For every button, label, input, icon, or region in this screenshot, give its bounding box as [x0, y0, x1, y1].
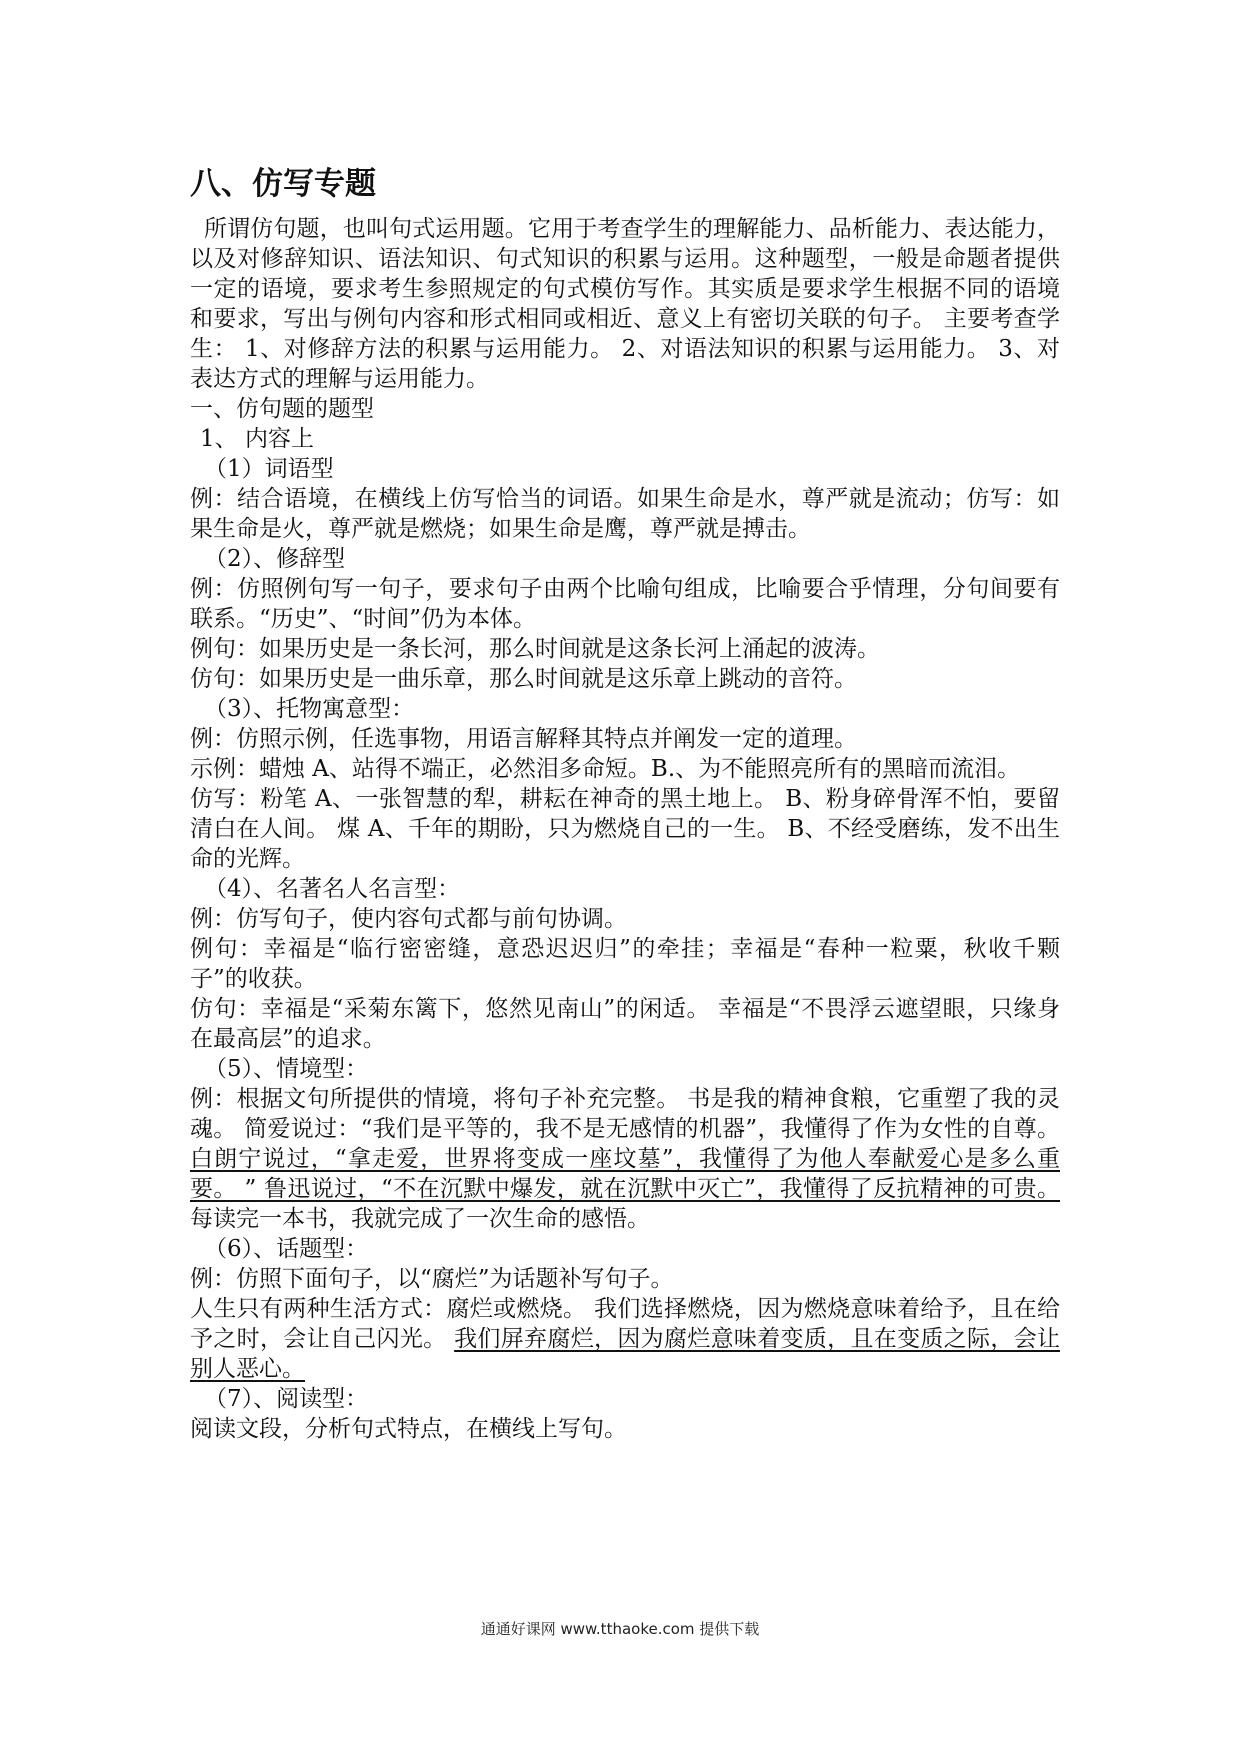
type2-sample: 例句：如果历史是一条长河，那么时间就是这条长河上涌起的波涛。 — [190, 636, 880, 662]
document-content — [190, 160, 1060, 1444]
type2-example: 例：仿照例句写一句子，要求句子由两个比喻句组成，比喻要合乎情理，分句间要有联系。“历史”、“时间”仍为本体。 — [190, 576, 1060, 632]
page-title: 八、仿写专题 — [190, 166, 376, 202]
type7-heading: （7）、阅读型： — [204, 1386, 369, 1412]
type4-heading: （4）、名著名人名言型： — [204, 876, 461, 902]
type5-lead: 例：根据文句所提供的情境，将句子补充完整。 书是我的精神食粮，它重塑了我的灵魂。 简爱说过：“我们是平等的，我不是无感情的机器”，我懂得了作为女性的自尊。 — [190, 1086, 1060, 1142]
type6-heading: （6）、话题型： — [204, 1236, 369, 1262]
type6-lead: 人生只有两种生活方式：腐烂或燃烧。 我们选择燃烧，因为燃烧意味着给予，且在给予之时，会让自己闪光。 — [190, 1296, 1060, 1352]
type2-heading: （2）、修辞型 — [204, 546, 346, 572]
type2-imitation: 仿句：如果历史是一曲乐章，那么时间就是这乐章上跳动的音符。 — [190, 666, 857, 692]
type7-example: 阅读文段，分析句式特点，在横线上写句。 — [190, 1416, 627, 1442]
type6-example: 例：仿照下面句子，以“腐烂”为话题补写句子。 — [190, 1266, 674, 1292]
type3-heading: （3）、托物寓意型： — [204, 696, 415, 722]
type3-example: 例：仿照示例，任选事物，用语言解释其特点并阐发一定的道理。 — [190, 726, 857, 752]
type6-answer: 我们屏弃腐烂，因为腐烂意味着变质，且在变质之际，会让别人恶心。 — [190, 1326, 1061, 1382]
type1-example: 例：结合语境，在横线上仿写恰当的词语。如果生命是水，尊严就是流动；仿写：如果生命是火，尊严就是燃烧；如果生命是鹰，尊严就是搏击。 — [190, 486, 1060, 542]
type3-imitation: 仿写：粉笔 A、一张智慧的犁，耕耘在神奇的黑土地上。 B、粉身碎骨浑不怕，要留清白在人间。 煤 A、千年的期盼，只为燃烧自己的一生。 B、不经受磨练，发不出生命的光辉。 — [190, 786, 1060, 872]
intro-paragraph — [190, 214, 1060, 394]
type4-imitation: 仿句：幸福是“采菊东篱下，悠然见南山”的闲适。 幸福是“不畏浮云遮望眼，只缘身在最高层”的追求。 — [190, 996, 1060, 1052]
section-heading: 一、仿句题的题型 — [190, 396, 374, 422]
type4-example: 例：仿写句子，使内容句式都与前句协调。 — [190, 906, 627, 932]
type5-paragraph — [190, 1084, 1060, 1234]
type5-answer: 白朗宁说过，“拿走爱，世界将变成一座坟墓”，我懂得了为他人奉献爱心是多么重要。 ” 鲁迅说过，“不在沉默中爆发，就在沉默中灭亡”，我懂得了反抗精神的可贵。 — [190, 1146, 1060, 1202]
type1-heading: （1）词语型 — [204, 456, 334, 482]
intro-text: 所谓仿句题，也叫句式运用题。它用于考查学生的理解能力、品析能力、表达能力，以及对修辞知识、语法知识、句式知识的积累与运用。这种题型，一般是命题者提供一定的语境，要求考生参照规定的句式模仿写作。其实质是要求学生根据不同的语境和要求，写出与例句内容和形式相同或相近、意义上有密切关联的句子。 主要考查学生： 1、对修辞方法的积累与运用能力。 2、对语法知识的积累与运用能力。 3、对表达方式的理解与运用能力。 — [190, 216, 1060, 392]
type6-paragraph — [190, 1294, 1060, 1384]
type3-sample: 示例：蜡烛 A、站得不端正，必然泪多命短。B.、为不能照亮所有的黑暗而流泪。 — [190, 756, 1021, 782]
page-footer: 通通好课网 www.tthaoke.com 提供下载 — [480, 1620, 760, 1638]
type4-sample: 例句：幸福是“临行密密缝，意恐迟迟归”的牵挂；幸福是“春种一粒粟，秋收千颗子”的收获。 — [190, 936, 1060, 992]
subsection-heading: 1、 内容上 — [200, 426, 314, 452]
type5-tail: 每读完一本书，我就完成了一次生命的感悟。 — [190, 1206, 650, 1232]
type5-heading: （5）、情境型： — [204, 1056, 369, 1082]
